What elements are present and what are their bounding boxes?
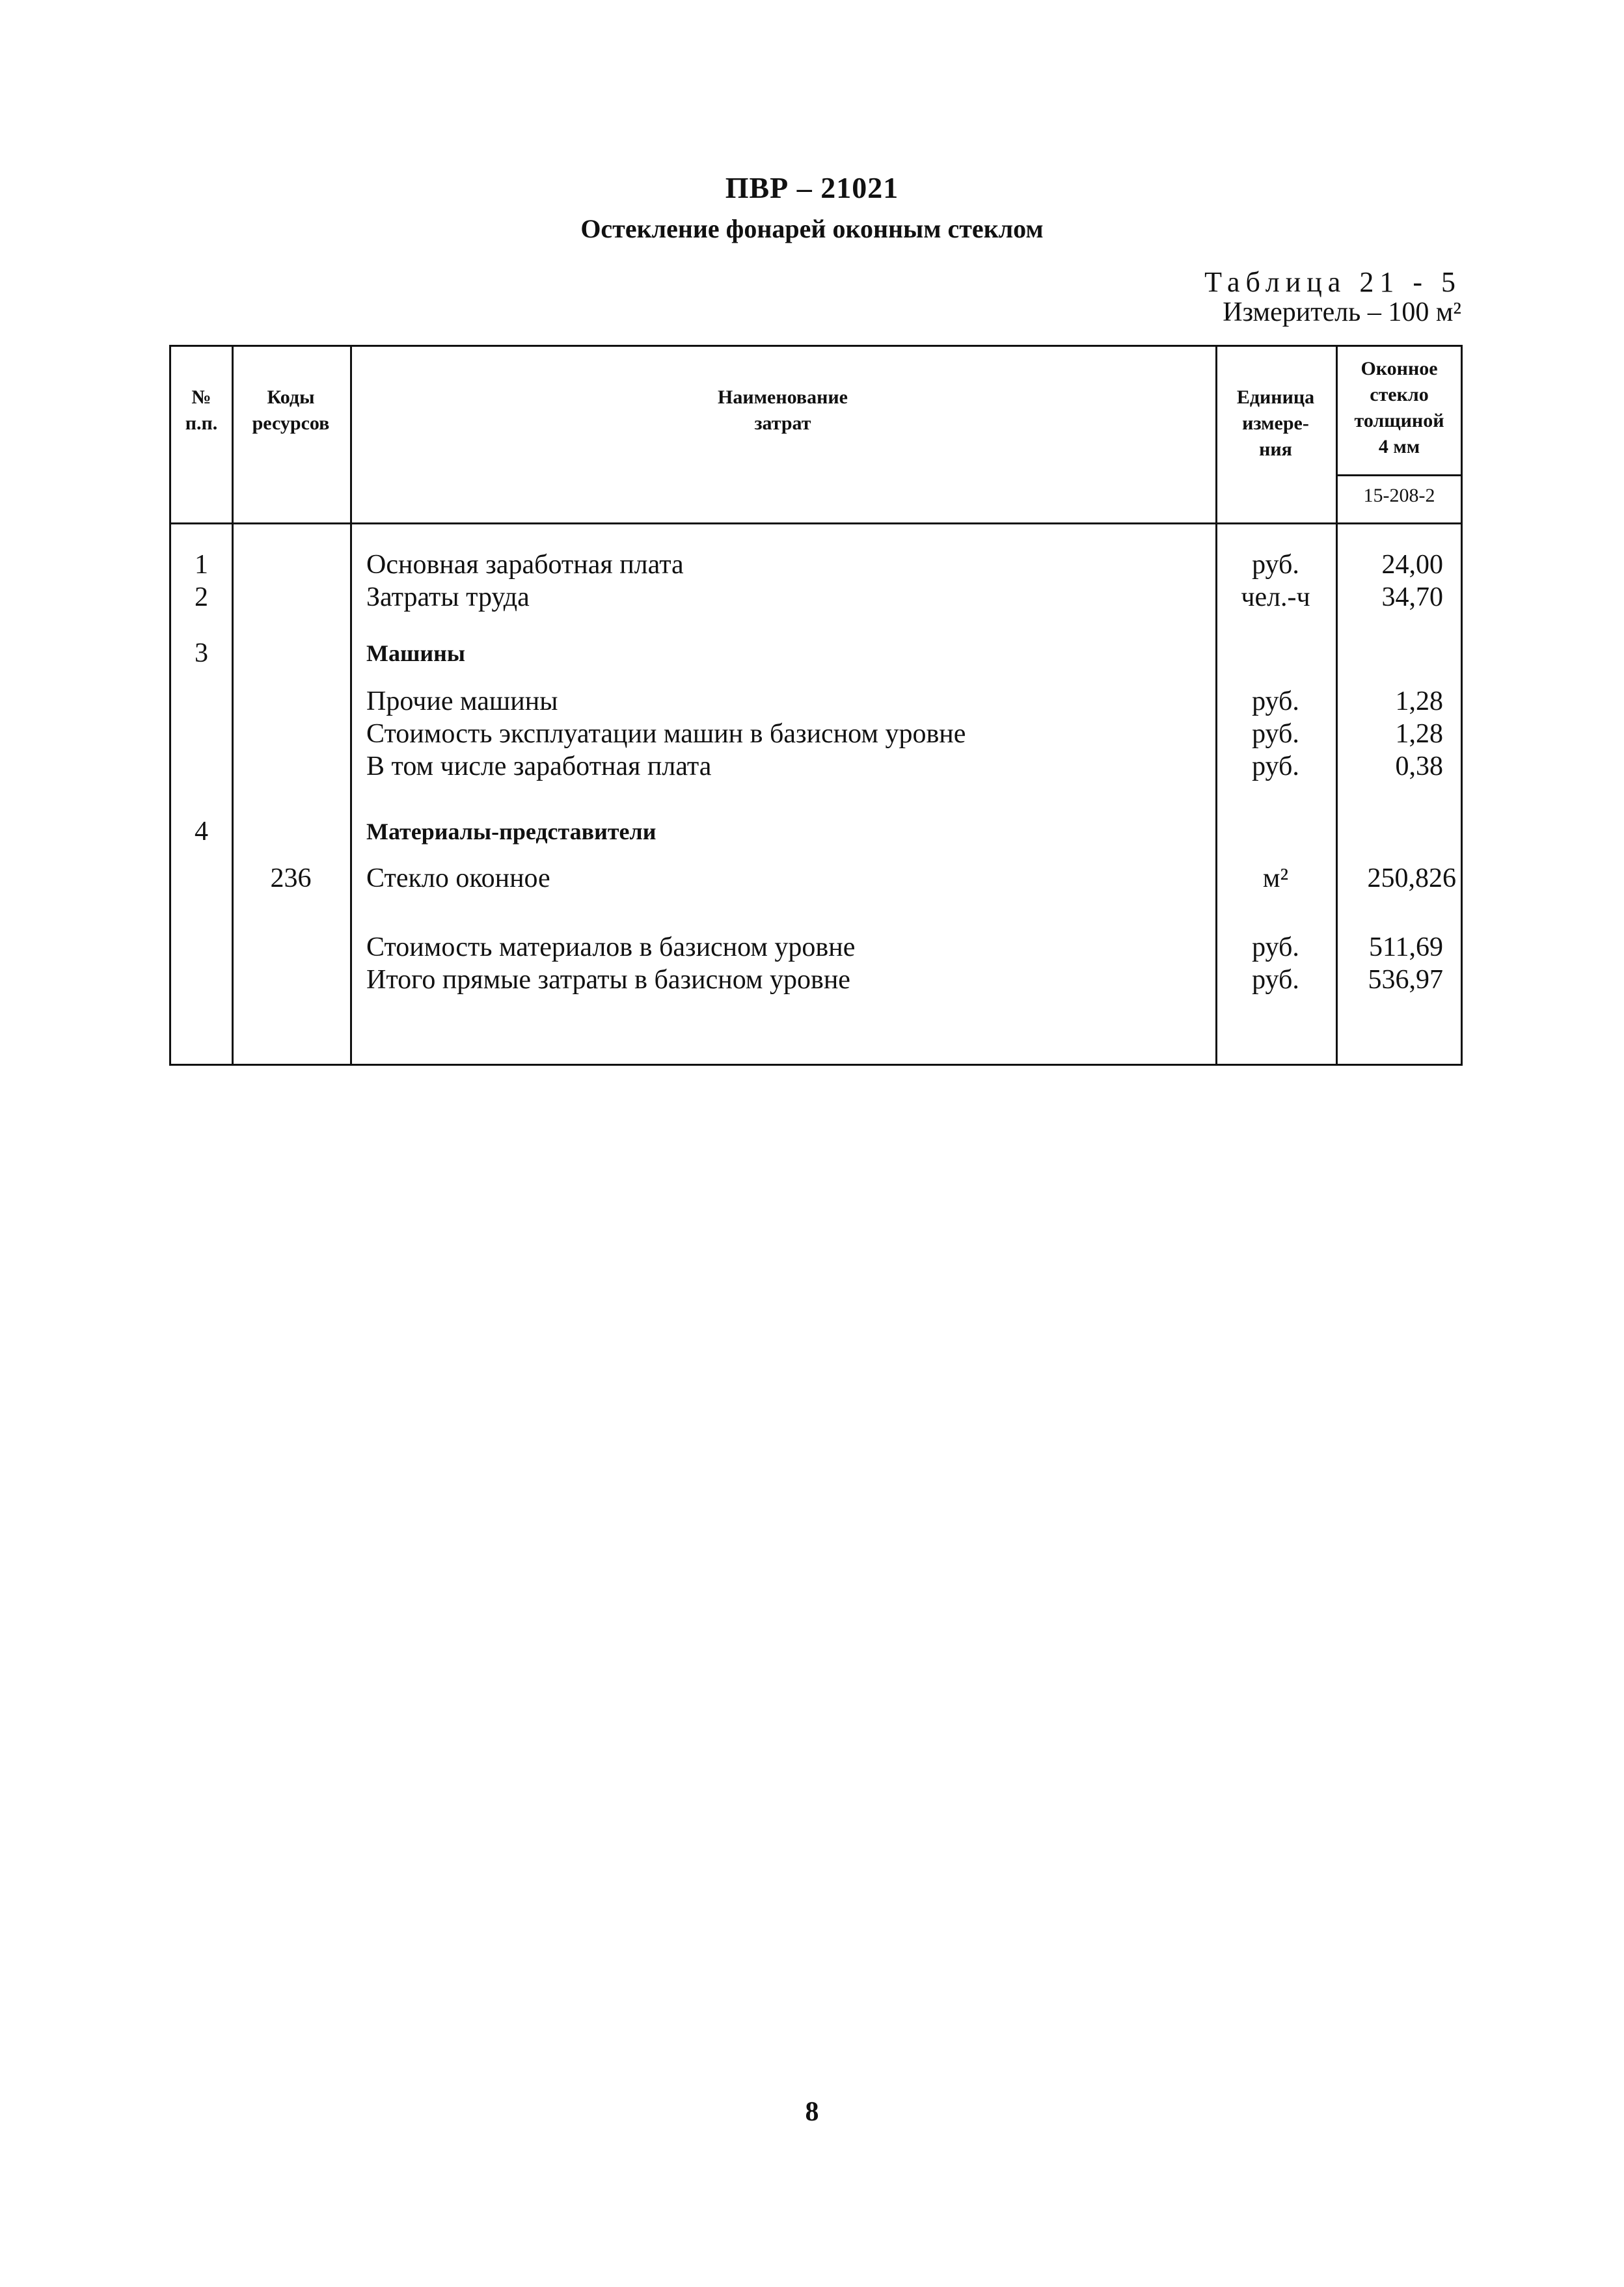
row-unit: руб. xyxy=(1252,965,1299,995)
row-name: Стоимость эксплуатации машин в базисном уровне xyxy=(366,719,966,749)
row-unit: руб. xyxy=(1252,751,1299,781)
row-name: Основная заработная плата xyxy=(366,550,684,580)
header-codes-line: Коды xyxy=(267,386,315,408)
row-value: 24,00 xyxy=(1381,550,1443,580)
header-num-line: № xyxy=(191,386,211,408)
row-name: Затраты труда xyxy=(366,582,530,612)
header-value-line: Оконное xyxy=(1360,358,1438,379)
header-value xyxy=(1336,356,1463,460)
row-name: Стоимость материалов в базисном уровне xyxy=(366,932,856,962)
row-num: 1 xyxy=(195,550,208,580)
header-value-code: 15-208-2 xyxy=(1363,485,1435,506)
page-number: 8 xyxy=(805,2097,819,2127)
header-unit-line: Единица xyxy=(1236,386,1315,408)
row-unit: м² xyxy=(1262,863,1289,893)
row-name: Прочие машины xyxy=(366,686,558,716)
header-name xyxy=(350,385,1215,437)
header-value-line: 4 мм xyxy=(1378,436,1420,457)
table-number: Таблица 21 - 5 xyxy=(1204,266,1461,298)
value-header-divider xyxy=(1336,474,1461,476)
row-unit: руб. xyxy=(1252,932,1299,962)
column-divider xyxy=(350,347,352,1064)
header-codes xyxy=(232,385,350,437)
row-name: В том числе заработная плата xyxy=(366,751,712,781)
row-num: 4 xyxy=(195,817,208,846)
row-section-heading: Машины xyxy=(366,640,465,666)
cost-table xyxy=(169,345,1463,1066)
header-num-line: п.п. xyxy=(185,413,218,434)
row-value: 34,70 xyxy=(1381,582,1443,612)
header-num xyxy=(171,385,232,437)
header-name-line: затрат xyxy=(754,413,811,434)
row-unit: руб. xyxy=(1252,550,1299,580)
row-value: 511,69 xyxy=(1369,932,1443,962)
row-unit: чел.-ч xyxy=(1241,582,1310,612)
header-name-line: Наименование xyxy=(718,386,848,408)
row-name: Итого прямые затраты в базисном уровне xyxy=(366,965,850,995)
header-value-line: толщиной xyxy=(1354,410,1444,431)
row-code: 236 xyxy=(270,863,312,893)
column-divider xyxy=(232,347,234,1064)
header-unit-line: измере- xyxy=(1242,413,1309,434)
header-value-line: стекло xyxy=(1370,384,1429,405)
row-value: 536,97 xyxy=(1368,965,1443,995)
row-unit: руб. xyxy=(1252,719,1299,749)
row-value: 1,28 xyxy=(1395,686,1443,716)
document-code: ПВР – 21021 xyxy=(725,171,899,204)
row-num: 2 xyxy=(195,582,208,612)
header-unit-line: ния xyxy=(1259,439,1292,460)
row-value: 250,826 xyxy=(1367,863,1456,893)
row-section-heading: Материалы-представители xyxy=(366,819,656,845)
row-num: 3 xyxy=(195,638,208,668)
row-unit: руб. xyxy=(1252,686,1299,716)
row-value: 0,38 xyxy=(1395,751,1443,781)
row-name: Стекло оконное xyxy=(366,863,550,893)
row-value: 1,28 xyxy=(1395,719,1443,749)
measure-unit: Измеритель – 100 м² xyxy=(1223,297,1461,327)
header-unit xyxy=(1215,385,1336,463)
header-codes-line: ресурсов xyxy=(252,413,330,434)
header-divider xyxy=(171,522,1461,524)
document-title: Остекление фонарей оконным стеклом xyxy=(580,214,1044,243)
